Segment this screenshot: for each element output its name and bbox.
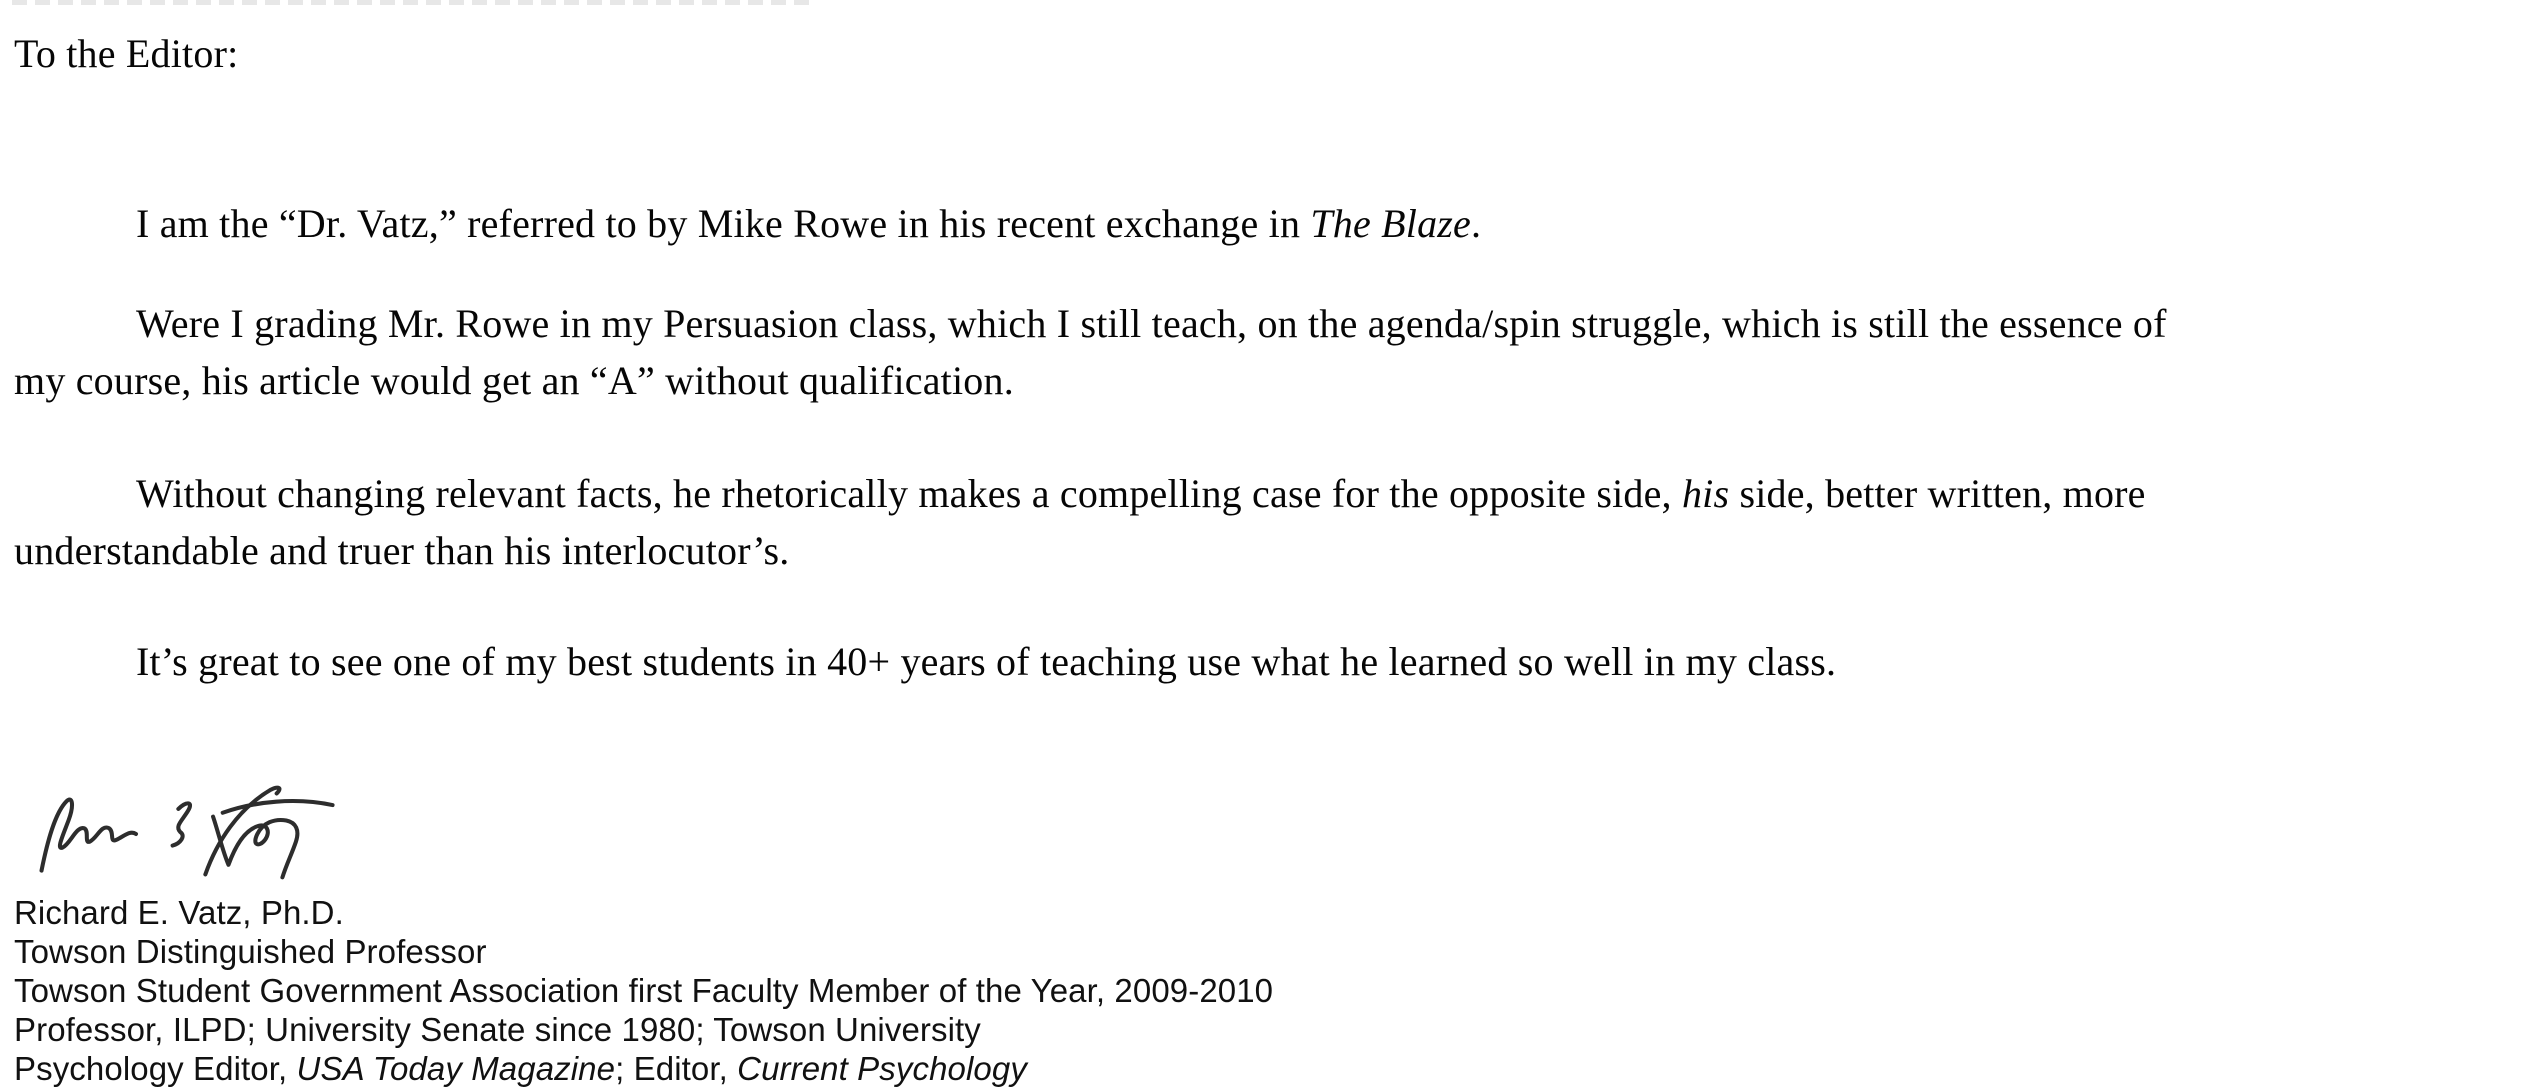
text-run: Professor, ILPD; University Senate since 1980; Towson University [14, 1011, 981, 1048]
text-line [14, 1049, 2525, 1088]
text-line [14, 971, 2525, 1010]
signature-stroke [173, 803, 190, 845]
text-line [14, 465, 2525, 522]
text-run: ; Editor, [615, 1050, 738, 1087]
text-run: I am the “Dr. Vatz,” referred to by Mike Rowe in his recent exchange in [136, 201, 1311, 246]
paragraph [14, 465, 2525, 579]
text-line [14, 195, 2525, 252]
text-line [14, 633, 2525, 690]
text-run: Psychology Editor, [14, 1050, 297, 1087]
paragraph [14, 295, 2525, 409]
text-line [14, 522, 2525, 579]
text-run: It’s great to see one of my best students in 40+ years of teaching use what he learned so well in my class. [136, 639, 1837, 684]
text-line [14, 932, 2525, 971]
text-run: Towson Student Government Association first Faculty Member of the Year, 2009-2010 [14, 972, 1274, 1009]
text-line [14, 352, 2525, 409]
text-run: Richard E. Vatz, Ph.D. [14, 894, 344, 931]
text-run: my course, his article would get an “A” without qualification. [14, 358, 1014, 403]
text-line [14, 1010, 2525, 1049]
salutation: To the Editor: [14, 31, 239, 76]
text-run: . [1471, 201, 1482, 246]
signature-stroke [223, 801, 333, 813]
italic-text-run: Current Psychology [737, 1050, 1027, 1087]
signature-block [14, 893, 2525, 1088]
text-run: Without changing relevant facts, he rhetorically makes a compelling case for the opposite side, [136, 471, 1682, 516]
paragraph [14, 633, 2525, 690]
text-run: understandable and truer than his interlocutor’s. [14, 528, 790, 573]
text-line [14, 893, 2525, 932]
paragraph [14, 195, 2525, 252]
italic-text-run: USA Today Magazine [296, 1050, 616, 1087]
signature-stroke [213, 817, 297, 878]
handwritten-signature-image [32, 780, 344, 886]
italic-text-run: The Blaze [1310, 201, 1472, 246]
italic-text-run: his [1681, 471, 1730, 516]
text-run: side, better written, more [1729, 471, 2146, 516]
text-run: Were I grading Mr. Rowe in my Persuasion class, which I still teach, on the agenda/spin struggle, which is still the essence of [136, 301, 2167, 346]
signature-stroke [42, 800, 136, 871]
text-run: Towson Distinguished Professor [14, 933, 487, 970]
text-line [14, 295, 2525, 352]
